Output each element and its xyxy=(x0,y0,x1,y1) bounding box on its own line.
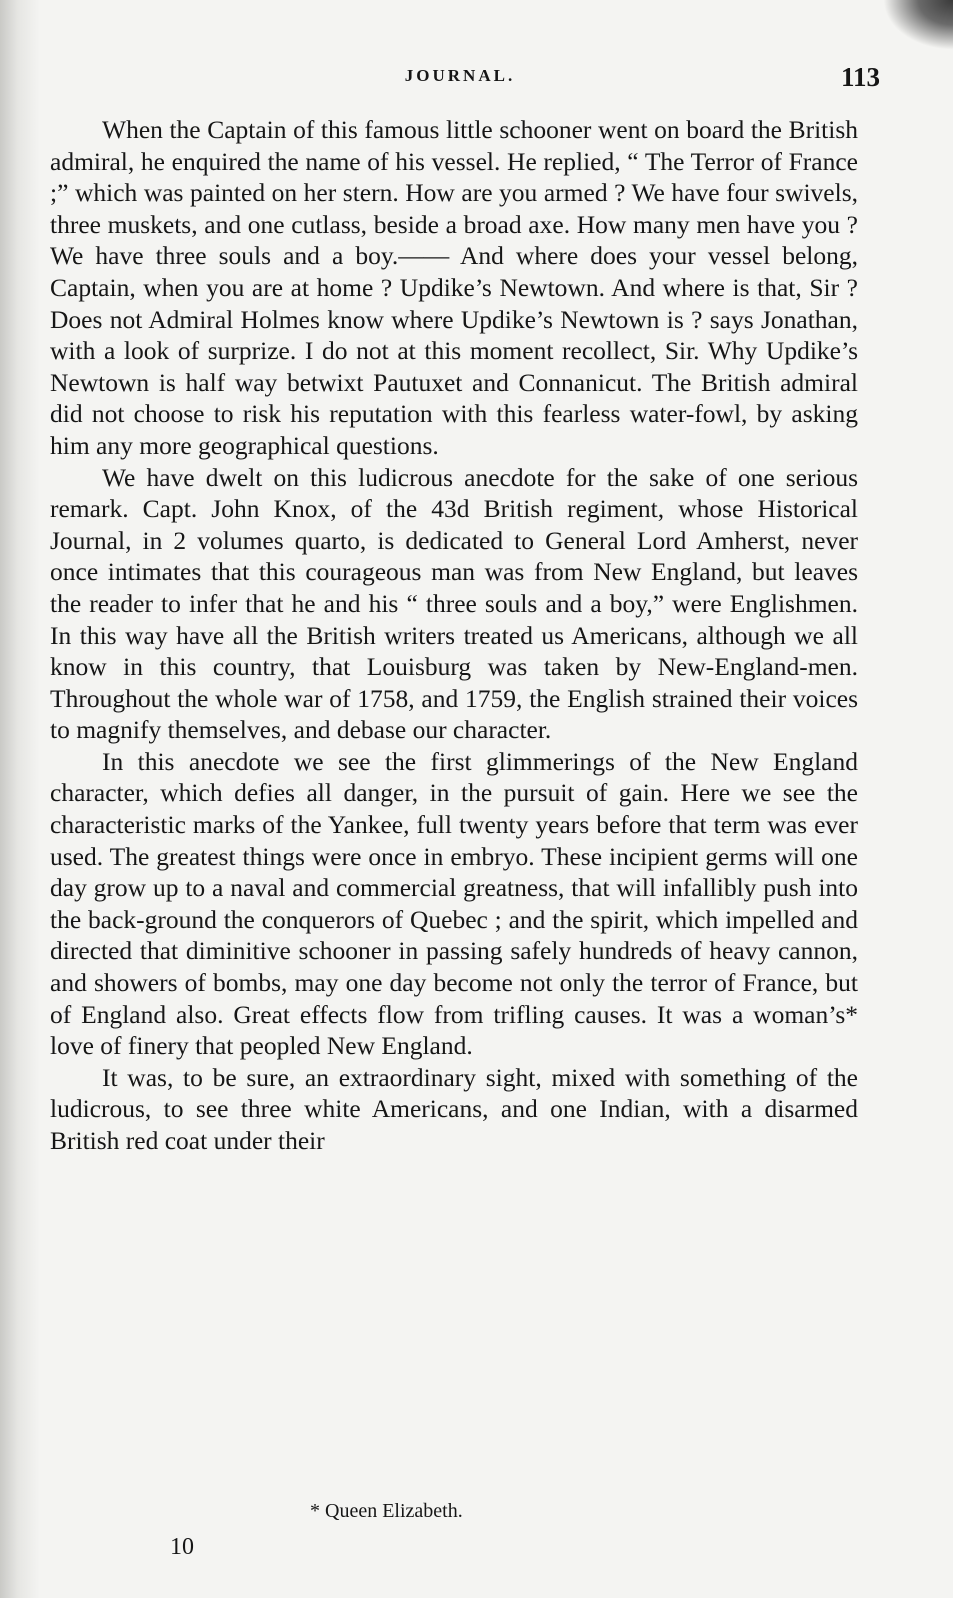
footnote: * Queen Elizabeth. xyxy=(310,1500,463,1522)
paragraph: It was, to be sure, an extraordinary sight, mixed with something of the ludicrous, to see three white Americans, and one Indian, with a disarmed British red coat under their xyxy=(50,1062,858,1155)
page-header xyxy=(40,62,880,92)
page-corner-curl xyxy=(883,0,953,50)
paragraph: When the Captain of this famous little schooner went on board the British admiral, he enquired the name of his vessel. He replied, “ The Terror of France ;” which was painted on her stern. How are you armed ? We have four swivels, three muskets, and one cutlass, beside a broad axe. How many men have you ? We have three souls and a boy.—— And where does your vessel belong, Captain, when you are at home ? Updike’s Newtown. And where is that, Sir ? Does not Admiral Holmes know where Updike’s Newtown is ? says Jonathan, with a look of surprize. I do not at this moment recollect, Sir. Why Updike’s Newtown is half way betwixt Pautuxet and Connanicut. The British admiral did not choose to risk his reputation with this fearless water-fowl, by asking him any more geographical questions. xyxy=(50,115,858,460)
paragraph: In this anecdote we see the first glimmerings of the New England character, which defies all danger, in the pursuit of gain. Here we see the characteristic marks of the Yankee, full twenty years before that term was ever used. The greatest things were once in embryo. These incipient germs will one day grow up to a naval and commercial greatness, that will infallibly push into the back-ground the conquerors of Quebec ; and the spirit, which impelled and directed that diminitive schooner in passing safely hundreds of heavy cannon, and showers of bombs, may one day become not only the terror of France, but of England also. Great effects flow from trifling causes. It was a woman’s* love of finery that peopled New England. xyxy=(50,746,858,1061)
body-text xyxy=(50,114,858,1157)
running-head: JOURNAL. xyxy=(404,66,516,85)
page-number: 113 xyxy=(840,62,880,92)
paragraph: We have dwelt on this ludicrous anecdote for the sake of one serious remark. Capt. John Knox, of the 43d British regiment, whose Historical Journal, in 2 volumes quarto, is dedicated to General Lord Amherst, never once intimates that this courageous man was from New England, but leaves the reader to infer that he and his “ three souls and a boy,” were Englishmen. In this way have all the British writers treated us Americans, although we all know in this country, that Louisburg was taken by New-England-men. Throughout the whole war of 1758, and 1759, the English strained their voices to magnify themselves, and debase our character. xyxy=(50,462,858,745)
signature-mark: 10 xyxy=(170,1534,194,1560)
scan-shadow-edge xyxy=(0,0,40,1598)
